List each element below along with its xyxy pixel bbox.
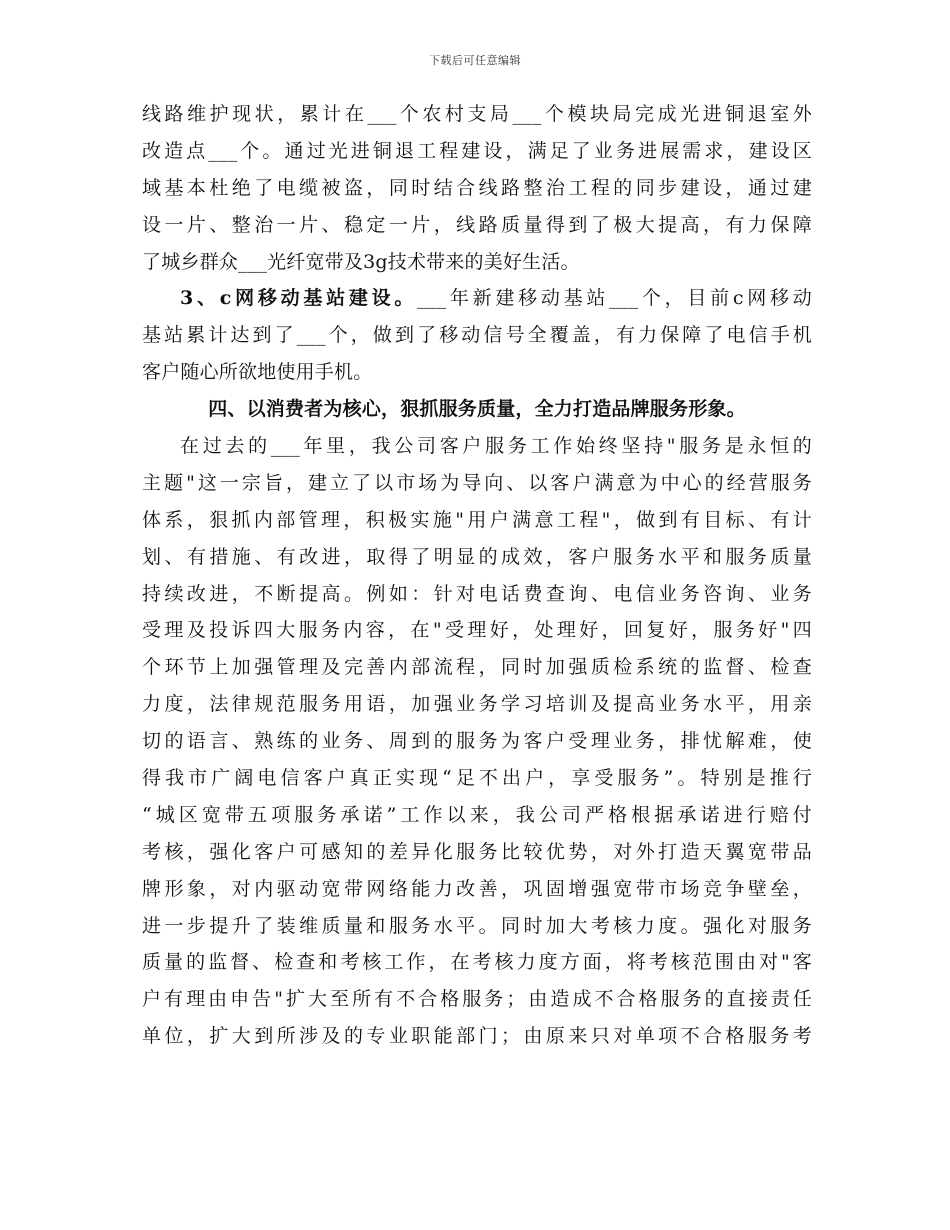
text-line: 在过去的___年里，我公司客户服务工作始终坚持"服务是永恒的 xyxy=(180,435,812,458)
text-line-rest: ___年新建移动基站___个，目前c网移动 xyxy=(417,287,812,310)
text-line: 基站累计达到了___个，做到了移动信号全覆盖，有力保障了电信手机 xyxy=(142,324,812,347)
text-line: 设一片、整治一片、稳定一片，线路质量得到了极大提高，有力保障 xyxy=(142,213,812,236)
text-line: 域基本杜绝了电缆被盗，同时结合线路整治工程的同步建设，通过建 xyxy=(142,176,812,199)
text-line: 了城乡群众___光纤宽带及3g技术带来的美好生活。 xyxy=(142,250,580,273)
text-line: 得我市广阔电信客户真正实现“足不出户，享受服务”。特别是推行 xyxy=(142,767,812,790)
text-line: “城区宽带五项服务承诺”工作以来，我公司严格根据承诺进行赔付 xyxy=(142,803,812,826)
text-line: 持续改进，不断提高。例如：针对电话费查询、电信业务咨询、业务 xyxy=(142,582,812,605)
text-line: 受理及投诉四大服务内容，在"受理好，处理好，回复好，服务好"四 xyxy=(142,619,812,642)
text-line: 客户随心所欲地使用手机。 xyxy=(142,361,373,384)
text-line: 主题"这一宗旨，建立了以市场为导向、以客户满意为中心的经营服务 xyxy=(142,471,812,494)
document-body xyxy=(142,96,812,1055)
page-header: 下载后可任意编辑 xyxy=(429,54,521,67)
text-line xyxy=(142,280,812,317)
text-line: 考核，强化客户可感知的差异化服务比较优势，对外打造天翼宽带品 xyxy=(142,840,812,863)
text-line: 改造点___个。通过光进铜退工程建设，满足了业务进展需求，建设区 xyxy=(142,139,812,162)
text-line: 个环节上加强管理及完善内部流程，同时加强质检系统的监督、检查 xyxy=(142,656,812,679)
text-line: 质量的监督、检查和考核工作，在考核力度方面，将考核范围由对"客 xyxy=(142,951,812,974)
text-line: 进一步提升了装维质量和服务水平。同时加大考核力度。强化对服务 xyxy=(142,914,812,937)
section-title: 四、以消费者为核心，狠抓服务质量，全力打造品牌服务形象。 xyxy=(208,398,746,421)
text-line: 力度，法律规范服务用语，加强业务学习培训及提高业务水平，用亲 xyxy=(142,693,812,716)
subsection-heading: 3、c网移动基站建设。 xyxy=(180,287,418,310)
text-line: 户有理由申告"扩大至所有不合格服务；由造成不合格服务的直接责任 xyxy=(142,988,812,1011)
text-line: 体系，狠抓内部管理，积极实施"用户满意工程"，做到有目标、有计 xyxy=(142,508,812,531)
text-line: 切的语言、熟练的业务、周到的服务为客户受理业务，排忧解难，使 xyxy=(142,730,812,753)
text-line: 牌形象，对内驱动宽带网络能力改善，巩固增强宽带市场竞争壁垒， xyxy=(142,877,812,900)
text-line: 线路维护现状，累计在___个农村支局___个模块局完成光进铜退室外 xyxy=(142,103,812,125)
text-line: 划、有措施、有改进，取得了明显的成效，客户服务水平和服务质量 xyxy=(142,545,812,568)
text-line: 单位，扩大到所涉及的专业职能部门；由原来只对单项不合格服务考 xyxy=(142,1025,812,1048)
